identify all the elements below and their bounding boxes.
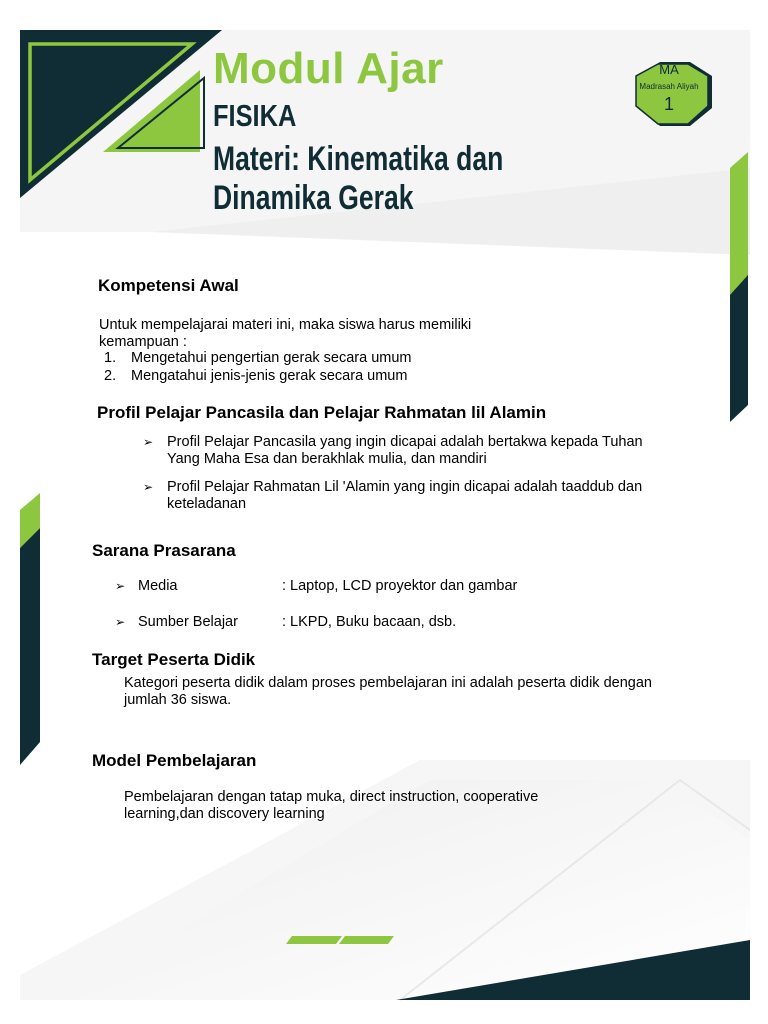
subject-title: FISIKA (213, 98, 297, 133)
arrowhead-bullet-icon: ➢ (115, 615, 126, 629)
list-item-text: Mengatahui jenis-jenis gerak secara umum (131, 368, 408, 384)
arrowhead-bullet-icon: ➢ (115, 579, 126, 593)
badge-abbreviation: MA (659, 62, 679, 77)
list-item-number: 2. (104, 368, 117, 384)
kompetensi-intro-line-1: Untuk mempelajarai materi ini, maka siswa harus memiliki (99, 317, 472, 333)
list-item-text: Mengetahui pengertian gerak secara umum (131, 350, 412, 366)
model-line-1: Pembelajaran dengan tatap muka, direct instruction, cooperative (124, 789, 539, 805)
bottom-green-dash-1 (286, 936, 342, 944)
list-item-number: 1. (104, 350, 117, 366)
list-item (99, 349, 412, 367)
materi-line-1: Materi: Kinematika dan (213, 140, 504, 178)
model-line-2: learning,dan discovery learning (124, 806, 325, 822)
sarana-item-sumber-value: : LKPD, Buku bacaan, dsb. (282, 614, 457, 630)
kompetensi-heading: Kompetensi Awal (98, 276, 239, 295)
sarana-heading: Sarana Prasarana (92, 541, 236, 560)
badge-school-name: Madrasah Aliyah (639, 82, 699, 91)
module-title: Modul Ajar (213, 44, 444, 93)
right-green-bar (730, 152, 748, 295)
sarana-item-sumber-label: Sumber Belajar (138, 614, 238, 630)
profil-item-1-line-1: Profil Pelajar Pancasila yang ingin dicapai adalah bertakwa kepada Tuhan (167, 434, 643, 450)
badge-number: 1 (663, 94, 674, 114)
target-heading: Target Peserta Didik (92, 650, 256, 669)
arrowhead-bullet-icon: ➢ (143, 480, 154, 494)
bottom-green-dash-2 (339, 936, 394, 944)
left-dark-bar (20, 528, 40, 765)
target-line-1: Kategori peserta didik dalam proses pembelajaran ini adalah peserta didik dengan (124, 675, 652, 691)
right-dark-bar (730, 275, 748, 422)
profil-heading: Profil Pelajar Pancasila dan Pelajar Rahmatan lil Alamin (97, 403, 547, 422)
profil-item-2 (167, 479, 687, 513)
arrowhead-bullet-icon: ➢ (143, 435, 154, 449)
profil-item-2-line-2: keteladanan (167, 496, 247, 512)
kompetensi-intro-line-2: kemampuan : (99, 334, 187, 350)
sarana-item-media-label: Media (138, 578, 178, 594)
profil-item-1-line-2: Yang Maha Esa dan berakhlak mulia, dan mandiri (167, 451, 487, 467)
sarana-item-media-value: : Laptop, LCD proyektor dan gambar (282, 578, 518, 594)
target-body (124, 675, 652, 709)
list-item (99, 367, 412, 385)
materi-line-2: Dinamika Gerak (213, 179, 414, 217)
model-heading: Model Pembelajaran (92, 751, 257, 770)
materi-title (213, 140, 503, 218)
kompetensi-list (99, 349, 412, 385)
target-line-2: jumlah 36 siswa. (124, 692, 232, 708)
profil-item-2-line-1: Profil Pelajar Rahmatan Lil 'Alamin yang ingin dicapai adalah taaddub dan (167, 479, 643, 495)
profil-item-1 (167, 434, 687, 468)
model-body (124, 789, 538, 823)
kompetensi-intro (99, 317, 471, 351)
